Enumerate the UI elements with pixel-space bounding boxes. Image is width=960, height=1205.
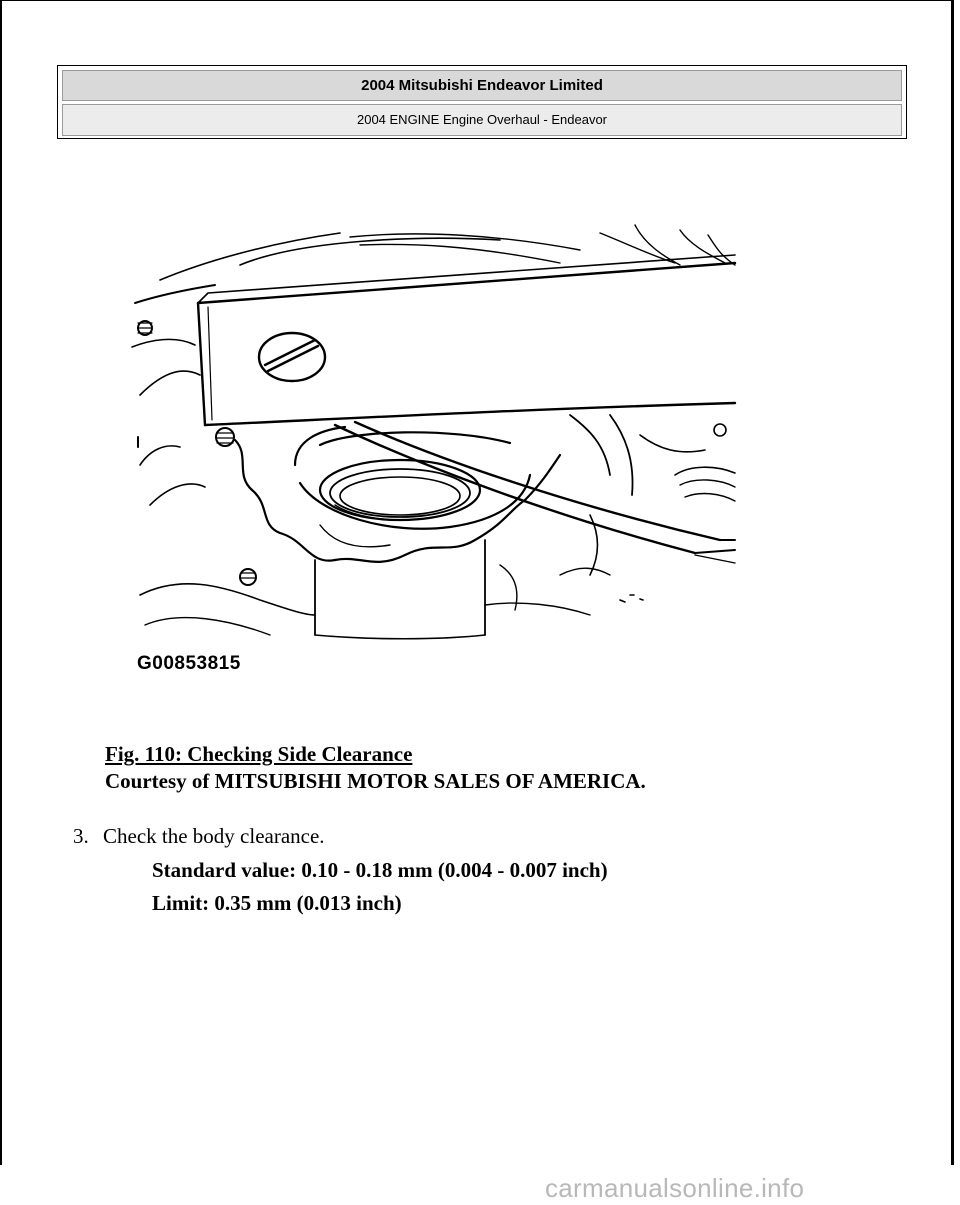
standard-value-spec: Standard value: 0.10 - 0.18 mm (0.004 - 0.007 inch) [152,858,608,882]
figure-courtesy: Courtesy of MITSUBISHI MOTOR SALES OF AMERICA. [105,769,646,793]
page-border-top [0,0,954,1]
limit-spec: Limit: 0.35 mm (0.013 inch) [152,891,402,915]
header-subtitle-row [62,104,902,136]
figure-label: Fig. 110: Checking Side Clearance [105,742,413,766]
figure-code: G00853815 [137,653,241,674]
side-clearance-illustration [120,215,745,690]
page-border-right [951,0,954,1165]
document-subtitle: 2004 ENGINE Engine Overhaul - Endeavor [356,112,608,127]
figure-caption [105,741,646,795]
procedure-step [73,823,325,850]
page-border-left [0,0,2,1165]
step-number: 3. [73,824,89,848]
step-text: Check the body clearance. [103,824,325,848]
watermark: carmanualsonline.info [545,1173,805,1203]
header-title-row [62,70,902,101]
document-title: 2004 Mitsubishi Endeavor Limited [361,77,603,94]
document-header [57,65,907,139]
